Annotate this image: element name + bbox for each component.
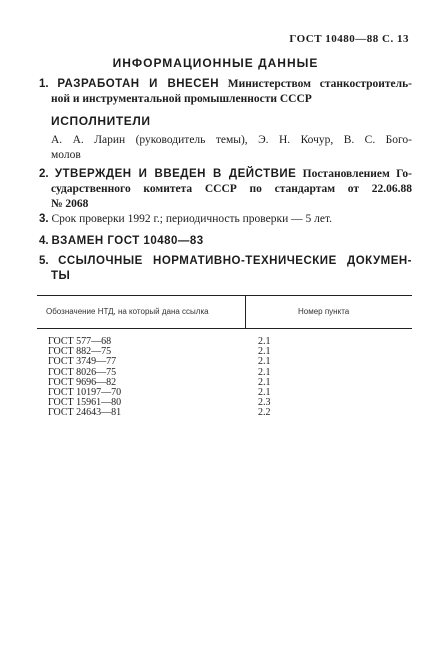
table-cell-item: 2.1: [258, 336, 271, 347]
table-cell-doc: ГОСТ 10197—70: [48, 387, 122, 399]
section-2-line3: № 2068: [51, 198, 89, 210]
page-title: ИНФОРМАЦИОННЫЕ ДАННЫЕ: [112, 56, 319, 70]
section-5: [39, 254, 412, 284]
table-header-rule: [37, 328, 412, 329]
section-1-number: 1.: [39, 78, 49, 90]
table-cell-item: 2.1: [258, 356, 271, 368]
section-1: [39, 77, 412, 107]
table-cell-item: 2.1: [258, 346, 271, 358]
section-2-text: Постановлением Го-: [302, 168, 413, 180]
table-header-doc: Обозначение НТД, на который дана ссылка: [46, 307, 209, 316]
section-1-text: Министерством станкостроитель-: [227, 78, 412, 90]
section-3: [39, 212, 412, 227]
section-1-line2: ной и инструментальной промышленности СССР: [51, 93, 312, 105]
section-2-line2: сударственного комитета СССР по стандартам от 22.06.88: [51, 183, 412, 195]
section-5-line2: ТЫ: [51, 270, 71, 282]
section-2-number: 2.: [39, 168, 49, 180]
section-3-number: 3.: [39, 213, 49, 225]
table-cell-doc: ГОСТ 8026—75: [48, 366, 117, 378]
page-header-ref: ГОСТ 10480—88 С. 13: [289, 33, 409, 45]
table-cell-item: 2.2: [258, 407, 271, 419]
table-top-rule: [37, 295, 412, 296]
table-doc-column: [48, 337, 121, 419]
executors-line1: А. А. Ларин (руководитель темы), Э. Н. Кочур, В. С. Бого-: [51, 134, 412, 146]
executors-heading: ИСПОЛНИТЕЛИ: [51, 114, 151, 128]
section-4: [39, 234, 412, 249]
section-1-keyword: РАЗРАБОТАН И ВНЕСЕН: [57, 78, 220, 90]
table-cell-doc: ГОСТ 15961—80: [48, 397, 122, 409]
table-cell-item: 2.1: [258, 376, 271, 388]
table-cell-doc: ГОСТ 3749—77: [48, 356, 117, 368]
table-column-divider: [245, 295, 246, 328]
table-cell-doc: ГОСТ 24643—81: [48, 407, 122, 419]
section-5-number: 5.: [39, 255, 49, 267]
section-4-keyword: ВЗАМЕН ГОСТ 10480—83: [51, 235, 204, 247]
table-cell-doc: ГОСТ 577—68: [48, 336, 112, 347]
table-cell-doc: ГОСТ 9696—82: [48, 376, 117, 388]
section-5-line1: ССЫЛОЧНЫЕ НОРМАТИВНО-ТЕХНИЧЕСКИЕ ДОКУМЕН-: [58, 255, 412, 267]
table-cell-item: 2.3: [258, 397, 271, 409]
table-cell-item: 2.1: [258, 387, 271, 399]
table-cell-item: 2.1: [258, 366, 271, 378]
executors-line2: молов: [51, 149, 81, 161]
table-cell-doc: ГОСТ 882—75: [48, 346, 112, 358]
table-header-item: Номер пункта: [298, 307, 350, 316]
table-item-column: [258, 337, 271, 419]
executors-names: [51, 133, 412, 163]
executors-block: [51, 114, 412, 129]
section-3-text: Срок проверки 1992 г.; периодичность проверки — 5 лет.: [51, 213, 333, 225]
section-2-keyword: УТВЕРЖДЕН И ВВЕДЕН В ДЕЙСТВИЕ: [54, 168, 297, 180]
section-4-number: 4.: [39, 235, 49, 247]
section-2: [39, 167, 412, 212]
